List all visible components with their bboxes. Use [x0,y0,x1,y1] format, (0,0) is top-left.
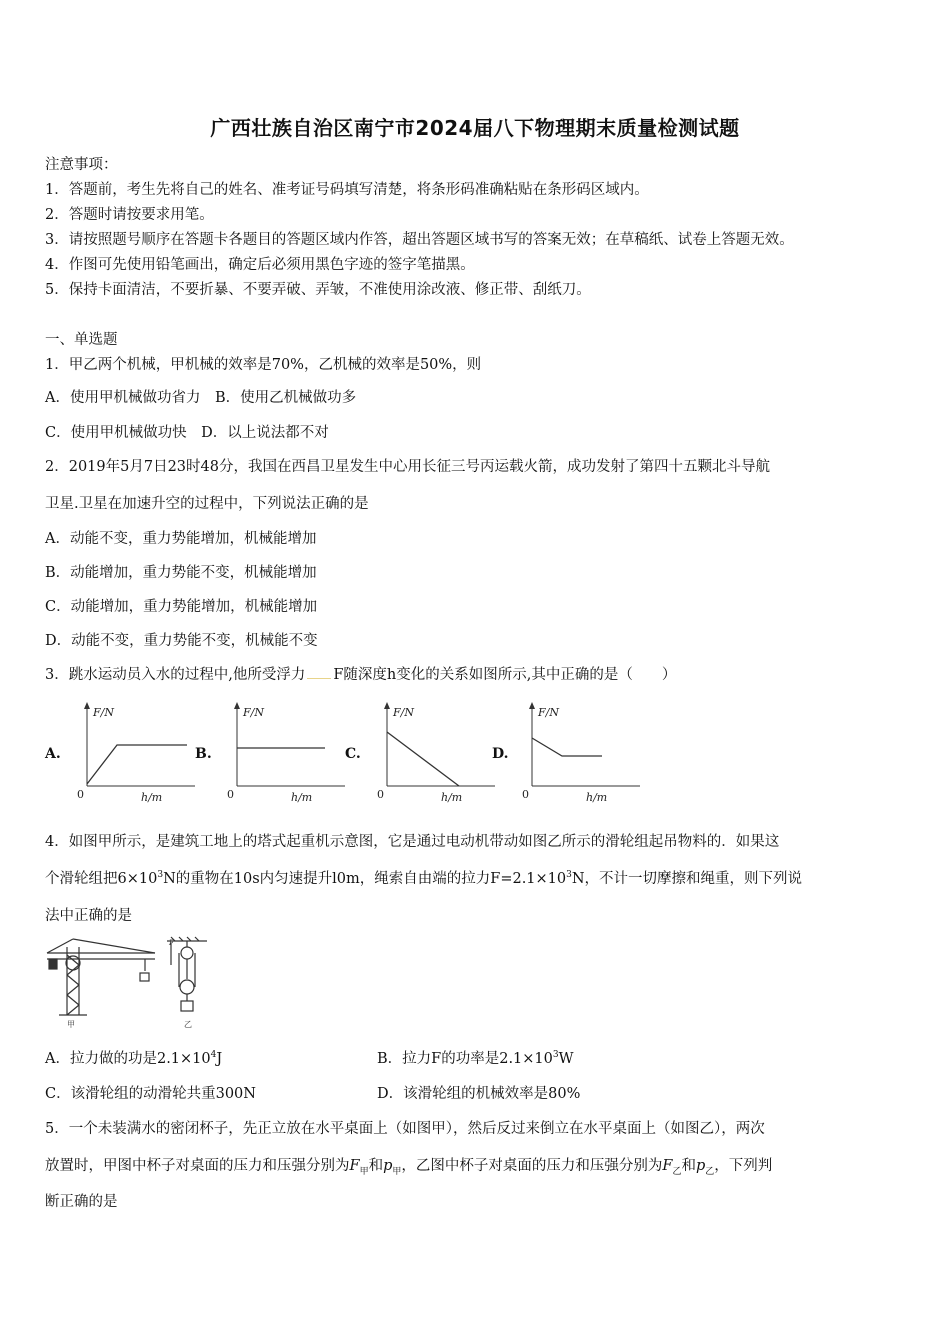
q2-stem-line1: 2．2019年5月7日23时48分，我国在西昌卫星发生中心用长征三号丙运载火箭，成功发射了第四十五颗北斗导航 [45,459,770,475]
q5-stem-line2 [45,1154,772,1177]
q4-stem2-exp1: 3 [157,870,164,881]
section-heading: 一、单选题 [45,332,118,348]
notice-item: 5．保持卡面清洁，不要折暴、不要弄破、弄皱，不准使用涂改液、修正带、刮纸刀。 [45,282,591,298]
q4-optA-exp: 4 [210,1050,217,1061]
graph-d-origin: 0 [522,788,529,801]
notice-item: 4．作图可先使用铅笔画出，确定后必须用黑色字迹的签字笔描黑。 [45,257,475,273]
fig-label-yi: 乙 [184,1020,192,1029]
q5-and2: 和 [681,1158,696,1174]
q4-stem2-part1: 个滑轮组把6×10 [45,871,158,887]
q1-options-cd: C．使用甲机械做功快 D．以上说法都不对 [45,425,329,441]
q4-stem2-exp2: 3 [566,870,572,881]
q3-stem-part1: 3．跳水运动员入水的过程中,他所受浮力 [45,667,306,683]
q2-option-a: A．动能不变，重力势能增加，机械能增加 [45,531,317,547]
q4-optB-exp: 3 [552,1050,559,1061]
q5-f-symbol: F [349,1158,360,1174]
graph-b [225,698,350,808]
q4-stem-line1: 4．如图甲所示，是建筑工地上的塔式起重机示意图，它是通过电动机带动如图乙所示的滑轮组起吊物料的．如果这 [45,834,780,850]
q2-option-d: D．动能不变，重力势能不变，机械能不变 [45,633,318,649]
q4-crane-pulley-figure [45,935,215,1030]
q5-yi-sub2: 乙 [705,1166,715,1177]
notice-item: 1．答题前，考生先将自己的姓名、准考证号码填写清楚，将条形码准确粘贴在条形码区域内。 [45,182,649,198]
q4-optB-unit: W [558,1051,574,1067]
q4-option-c: C．该滑轮组的动滑轮共重300N [45,1086,256,1102]
q5-yi-sub: 乙 [672,1166,682,1177]
q4-optA-unit: J [216,1051,223,1067]
q5-stem-line3: 断正确的是 [45,1194,118,1210]
q1-options-ab: A．使用甲机械做功省力 B．使用乙机械做功多 [45,390,357,406]
q5-f-symbol2: F [662,1158,673,1174]
q5-jia-sub2: 甲 [392,1166,402,1177]
notice-item: 2．答题时请按要求用笔。 [45,207,214,223]
q4-option-d: D．该滑轮组的机械效率是80% [377,1086,581,1102]
q5-stem-line1: 5．一个未装满水的密闭杯子，先正立放在水平桌面上（如图甲），然后反过来倒立在水平桌面上（如图乙），两次 [45,1121,765,1137]
q4-stem2-part2: N的重物在10s内匀速提升l0m，绳索自由端的拉力F=2.1×10 [163,871,567,887]
q4-stem-line2 [45,867,802,888]
graph-b-y-label: F/N [243,706,264,719]
graph-c-x-label: h/m [441,791,463,804]
graph-letter-c: C. [345,746,361,762]
graph-letter-b: B. [195,746,212,762]
q5-p-symbol: p [383,1158,393,1174]
graph-letter-a: A. [45,746,61,762]
graph-c-origin: 0 [377,788,384,801]
graph-d-x-label: h/m [586,791,608,804]
page-title: 广西壮族自治区南宁市2024届八下物理期末质量检测试题 [210,116,740,140]
graph-b-origin: 0 [227,788,234,801]
q5-stem2-part2: ，乙图中杯子对桌面的压力和压强分别为 [401,1158,663,1174]
graph-d [520,698,645,808]
q3-stem [45,663,676,684]
graph-d-y-label: F/N [538,706,559,719]
q4-option-a [45,1047,222,1068]
q4-stem-line3: 法中正确的是 [45,908,132,924]
graph-c [375,698,500,808]
q3-graph-group [40,698,640,808]
q4-optB-text: B．拉力F的功率是2.1×10 [377,1051,553,1067]
graph-letter-d: D. [492,746,509,762]
graph-a-x-label: h/m [141,791,163,804]
q5-and: 和 [368,1158,384,1174]
q2-option-c: C．动能增加，重力势能增加，机械能增加 [45,599,318,615]
tower-crane-drawing [47,939,155,1015]
pulley-system-drawing [167,937,207,1011]
q5-stem2-part1: 放置时，甲图中杯子对桌面的压力和压强分别为 [45,1158,350,1174]
q4-option-b [377,1047,574,1068]
q4-optA-text: A．拉力做的功是2.1×10 [45,1051,211,1067]
q3-blank [307,678,331,679]
q5-p-symbol2: p [695,1158,706,1174]
q5-stem2-part3: ，下列判 [714,1158,773,1174]
q4-stem2-part3: N，不计一切摩擦和绳重，则下列说 [571,871,803,887]
fig-label-jia: 甲 [67,1020,75,1029]
q2-option-b: B．动能增加，重力势能不变，机械能增加 [45,565,317,581]
graph-a-y-label: F/N [93,706,114,719]
graph-c-y-label: F/N [393,706,414,719]
q5-jia-sub: 甲 [359,1166,369,1177]
notice-heading: 注意事项： [45,157,118,173]
graph-a [75,698,200,808]
q1-stem: 1．甲乙两个机械，甲机械的效率是70%，乙机械的效率是50%，则 [45,357,482,373]
q3-stem-part2: F随深度h变化的关系如图所示,其中正确的是（ ） [333,667,677,683]
notice-item: 3．请按照题号顺序在答题卡各题目的答题区域内作答，超出答题区域书写的答案无效；在草稿纸、试卷上答题无效。 [45,232,794,248]
graph-a-origin: 0 [77,788,84,801]
force-f-label: F [169,939,174,947]
graph-b-x-label: h/m [291,791,313,804]
q2-stem-line2: 卫星.卫星在加速升空的过程中，下列说法正确的是 [45,496,369,512]
